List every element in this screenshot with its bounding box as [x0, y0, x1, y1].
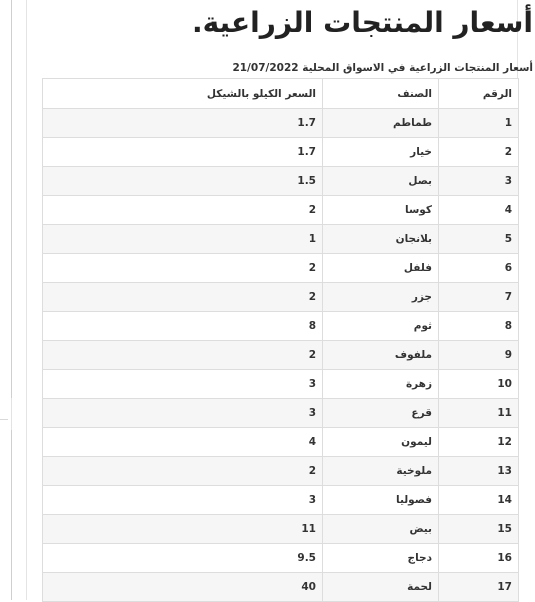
table-row: [43, 457, 519, 486]
cell-price: 2: [43, 341, 323, 370]
cell-price: 8: [43, 312, 323, 341]
cell-item: زهرة: [323, 370, 439, 399]
cell-number: 2: [439, 138, 519, 167]
prices-table: [42, 78, 519, 602]
cell-price: 3: [43, 399, 323, 428]
cell-number: 6: [439, 254, 519, 283]
header-number: الرقم: [439, 79, 519, 109]
cell-number: 13: [439, 457, 519, 486]
cell-item: خيار: [323, 138, 439, 167]
cell-price: 2: [43, 457, 323, 486]
cell-price: 4: [43, 428, 323, 457]
cell-price: 9.5: [43, 544, 323, 573]
table-body: [43, 109, 519, 602]
cell-price: 1.5: [43, 167, 323, 196]
cell-price: 1: [43, 225, 323, 254]
cell-item: فلفل: [323, 254, 439, 283]
cell-price: 1.7: [43, 109, 323, 138]
cell-number: 10: [439, 370, 519, 399]
cell-number: 4: [439, 196, 519, 225]
table-row: [43, 283, 519, 312]
cell-number: 1: [439, 109, 519, 138]
cell-price: 3: [43, 370, 323, 399]
cell-price: 11: [43, 515, 323, 544]
cell-item: ملفوف: [323, 341, 439, 370]
table-row: [43, 225, 519, 254]
header-item: الصنف: [323, 79, 439, 109]
table-row: [43, 515, 519, 544]
cell-price: 2: [43, 254, 323, 283]
cell-price: 3: [43, 486, 323, 515]
table-row: [43, 254, 519, 283]
cell-number: 8: [439, 312, 519, 341]
cell-number: 17: [439, 573, 519, 602]
table-caption-text: أسعار المنتجات الزراعية في الاسواق المحلية: [302, 62, 533, 74]
table-row: [43, 486, 519, 515]
cell-item: قرع: [323, 399, 439, 428]
cell-number: 5: [439, 225, 519, 254]
left-panel-divider: [0, 419, 8, 420]
cell-item: بيض: [323, 515, 439, 544]
table-row: [43, 196, 519, 225]
table-row: [43, 399, 519, 428]
cell-item: ثوم: [323, 312, 439, 341]
table-row: [43, 167, 519, 196]
cell-number: 7: [439, 283, 519, 312]
cell-item: ليمون: [323, 428, 439, 457]
cell-number: 16: [439, 544, 519, 573]
cell-item: جزر: [323, 283, 439, 312]
cell-number: 15: [439, 515, 519, 544]
table-row: [43, 312, 519, 341]
left-panel-edge: [0, 0, 12, 600]
cell-number: 14: [439, 486, 519, 515]
table-row: [43, 544, 519, 573]
cell-item: بلانجان: [323, 225, 439, 254]
cell-number: 12: [439, 428, 519, 457]
cell-item: بصل: [323, 167, 439, 196]
table-caption: [232, 62, 533, 74]
cell-number: 3: [439, 167, 519, 196]
table-row: [43, 573, 519, 602]
table-row: [43, 370, 519, 399]
table-header-row: [43, 79, 519, 109]
table-row: [43, 138, 519, 167]
cell-price: 1.7: [43, 138, 323, 167]
cell-item: كوسا: [323, 196, 439, 225]
table-row: [43, 109, 519, 138]
cell-price: 2: [43, 196, 323, 225]
cell-item: لحمة: [323, 573, 439, 602]
left-panel-border-bottom: [11, 430, 12, 600]
table-row: [43, 341, 519, 370]
cell-item: فصوليا: [323, 486, 439, 515]
left-panel-border-top: [11, 0, 12, 398]
page-title: أسعار المنتجات الزراعية.: [191, 6, 533, 39]
cell-price: 40: [43, 573, 323, 602]
cell-item: ملوخية: [323, 457, 439, 486]
cell-item: دجاج: [323, 544, 439, 573]
table-row: [43, 428, 519, 457]
cell-number: 11: [439, 399, 519, 428]
cell-number: 9: [439, 341, 519, 370]
cell-price: 2: [43, 283, 323, 312]
cell-item: طماطم: [323, 109, 439, 138]
table-caption-date: 21/07/2022: [232, 62, 299, 74]
header-price: السعر الكيلو بالشيكل: [43, 79, 323, 109]
